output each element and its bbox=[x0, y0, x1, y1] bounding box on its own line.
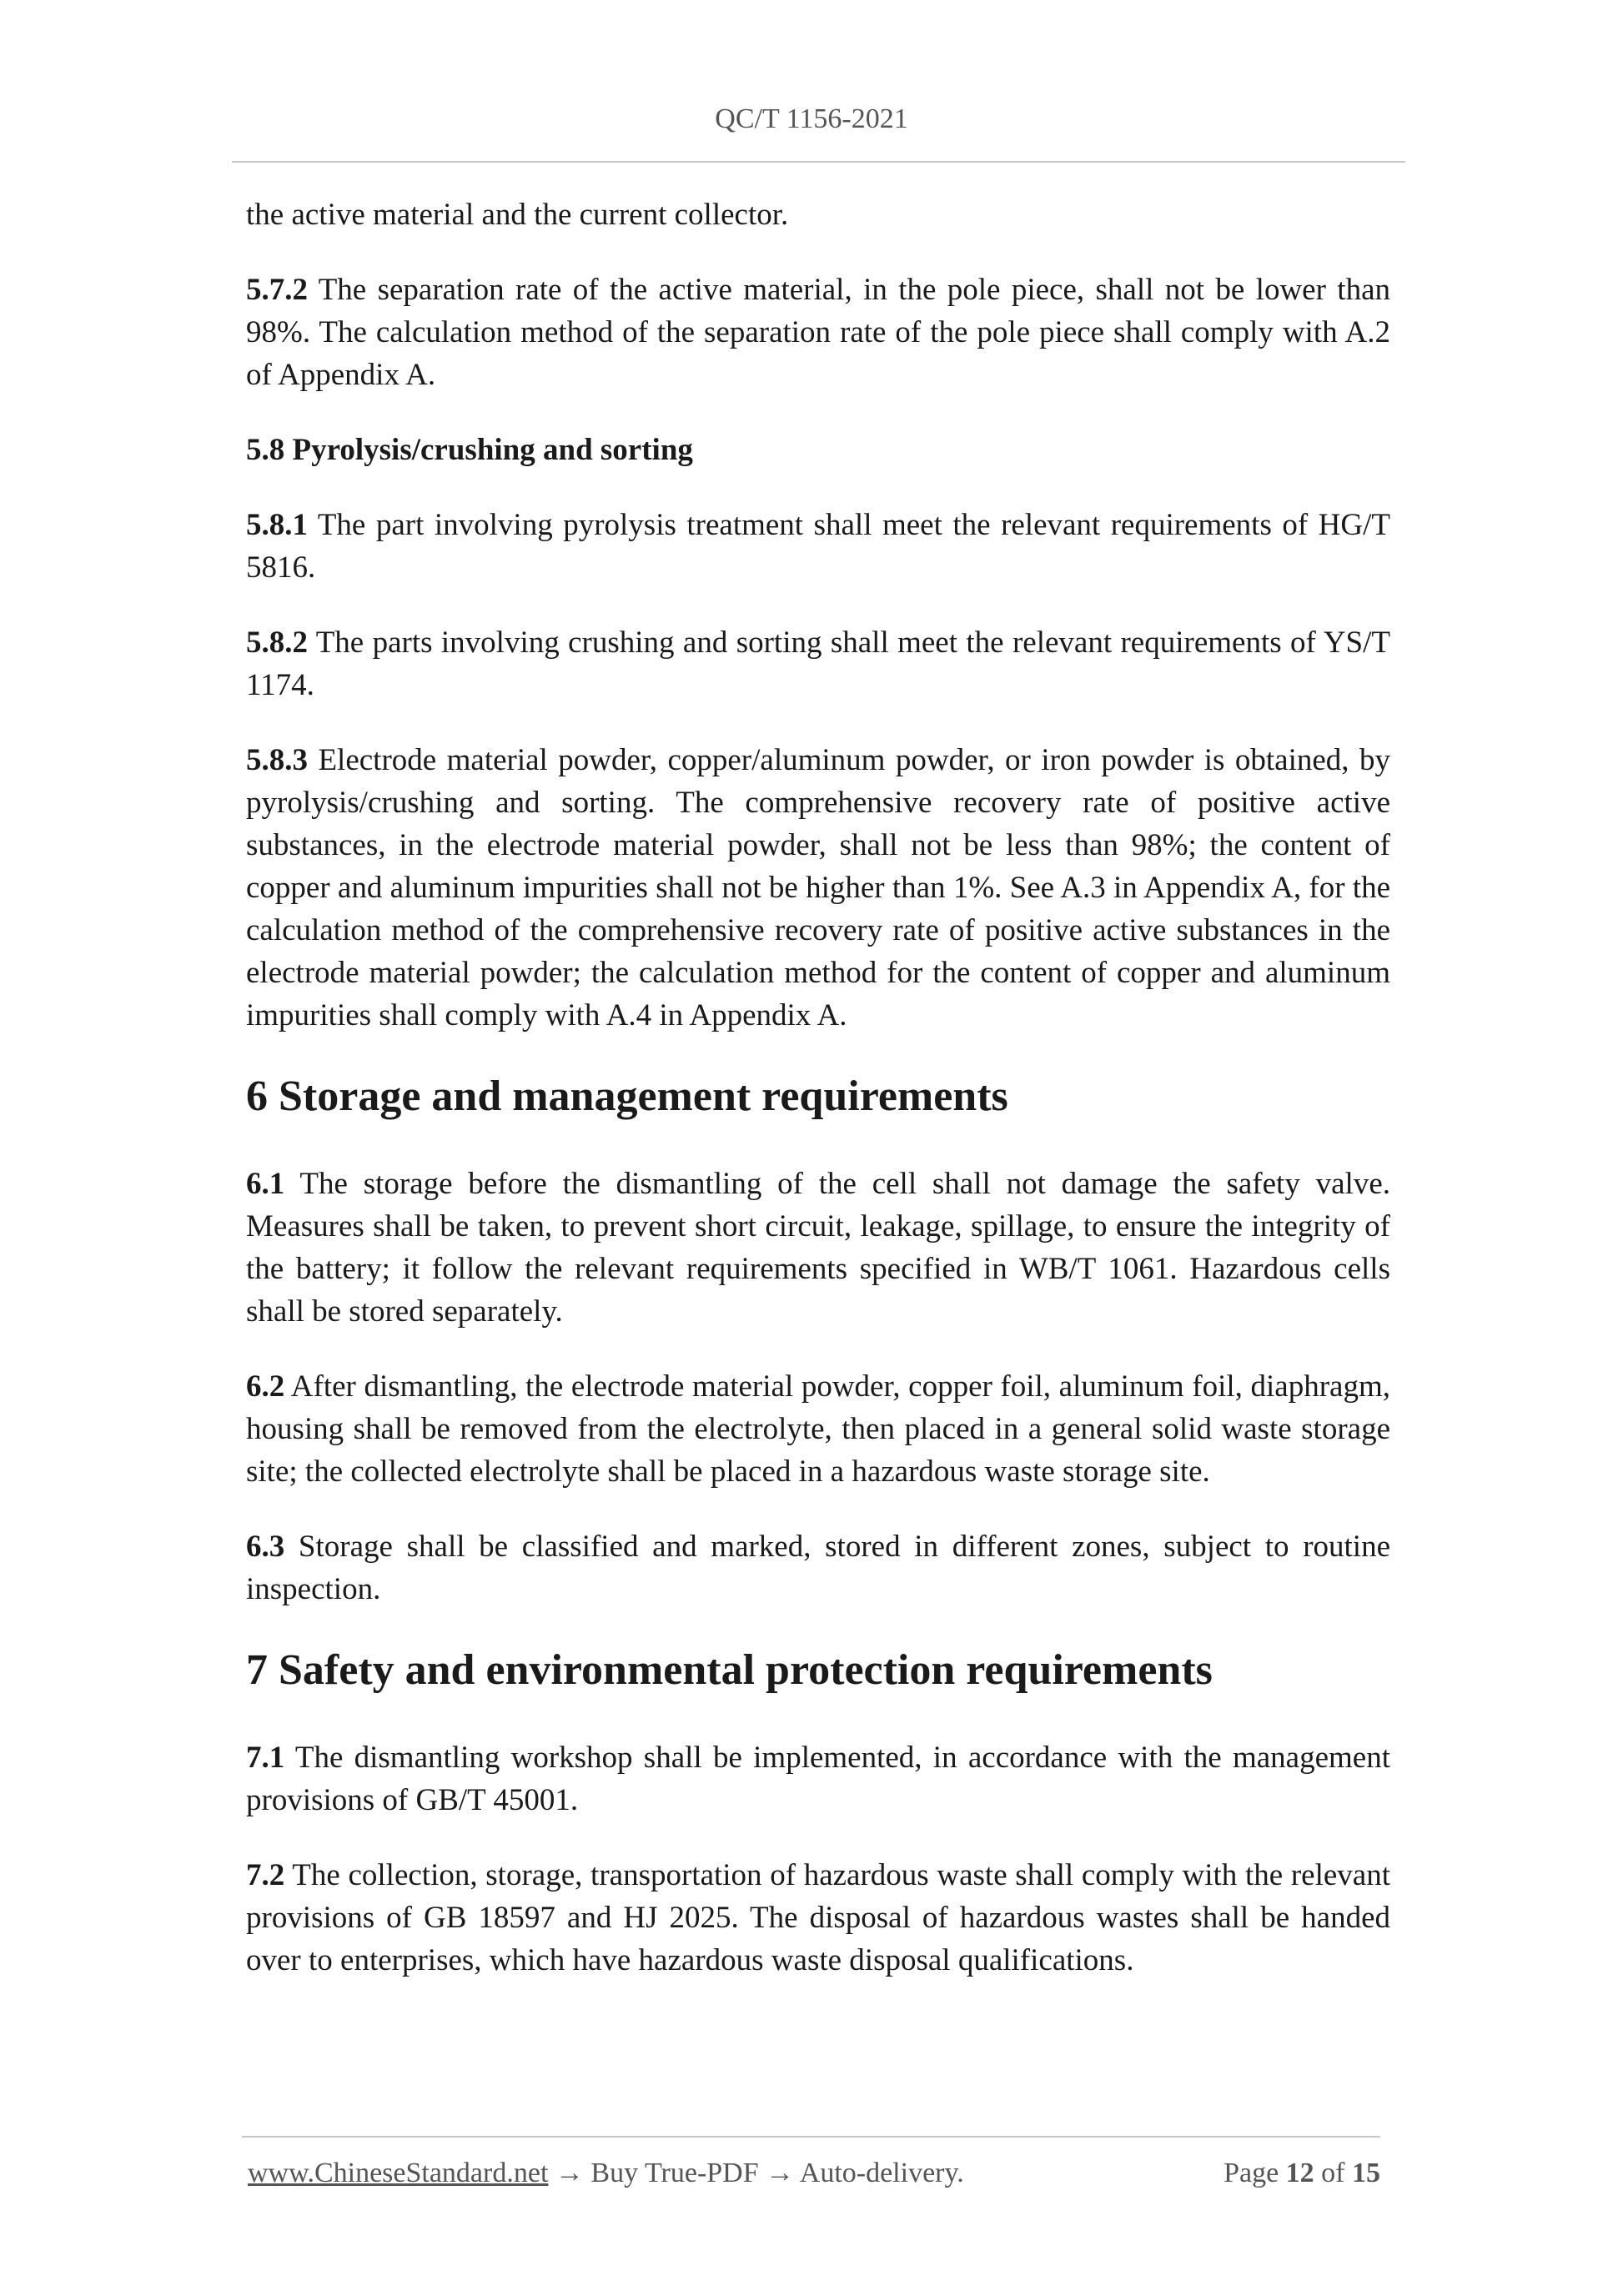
paragraph-continuation bbox=[246, 193, 1390, 236]
page-number bbox=[1224, 2158, 1380, 2189]
clause-6-1 bbox=[246, 1163, 1390, 1333]
clause-number: 6.3 bbox=[246, 1530, 285, 1564]
clause-number: 5.8.3 bbox=[246, 743, 308, 777]
clause-number: 5.8.2 bbox=[246, 625, 308, 660]
document-body bbox=[246, 193, 1390, 2014]
footer-promo-text: → Buy True-PDF → Auto-delivery. bbox=[548, 2158, 964, 2188]
footer-divider bbox=[242, 2136, 1380, 2138]
footer-promo bbox=[248, 2158, 964, 2189]
clause-number: 5.7.2 bbox=[246, 273, 308, 307]
clause-5-8-3 bbox=[246, 739, 1390, 1037]
clause-5-8-2 bbox=[246, 621, 1390, 706]
page-total: 15 bbox=[1352, 2158, 1380, 2188]
clause-text: Storage shall be classified and marked, stored in different zones, subject to routine inspection. bbox=[246, 1530, 1390, 1606]
section-heading-7: 7 Safety and environmental protection requirements bbox=[246, 1646, 1213, 1694]
clause-number: 7.1 bbox=[246, 1741, 285, 1775]
section-heading-6: 6 Storage and management requirements bbox=[246, 1073, 1008, 1120]
website-link[interactable]: www.ChineseStandard.net bbox=[248, 2158, 549, 2188]
clause-5-8-1 bbox=[246, 504, 1390, 589]
document-id: QC/T 1156-2021 bbox=[715, 103, 908, 134]
clause-text: The part involving pyrolysis treatment shall meet the relevant requirements of HG/T 5816. bbox=[246, 508, 1390, 585]
clause-text: After dismantling, the electrode material powder, copper foil, aluminum foil, diaphragm, housing shall be removed from the electrolyte, then placed in a general solid waste storage site; the collected electrolyte shall be placed in a hazardous waste storage site. bbox=[246, 1369, 1390, 1489]
clause-number: 6.1 bbox=[246, 1167, 285, 1201]
clause-number: 7.2 bbox=[246, 1858, 285, 1892]
clause-text: The collection, storage, transportation of hazardous waste shall comply with the relevant provisions of GB 18597 and HJ 2025. The disposal of hazardous wastes shall be handed over to enterprises, which have hazardous waste disposal qualifications. bbox=[246, 1858, 1390, 1977]
clause-text: The dismantling workshop shall be implemented, in accordance with the management provisions of GB/T 45001. bbox=[246, 1741, 1390, 1817]
paragraph-text: the active material and the current collector. bbox=[246, 198, 789, 232]
clause-number: 6.2 bbox=[246, 1369, 285, 1404]
clause-text: The storage before the dismantling of the cell shall not damage the safety valve. Measures shall be taken, to prevent short circuit, leakage, spillage, to ensure the integrity of the battery; it follow the relevant requirements specified in WB/T 1061. Hazardous cells shall be stored separately. bbox=[246, 1167, 1390, 1329]
clause-6-3 bbox=[246, 1525, 1390, 1610]
clause-7-2 bbox=[246, 1854, 1390, 1982]
clause-text: The parts involving crushing and sorting shall meet the relevant requirements of YS/T 1174. bbox=[246, 625, 1390, 702]
of-label: of bbox=[1321, 2158, 1345, 2188]
clause-5-7-2 bbox=[246, 269, 1390, 396]
subsection-heading-5-8: 5.8 Pyrolysis/crushing and sorting bbox=[246, 433, 693, 467]
clause-number: 5.8.1 bbox=[246, 508, 308, 542]
header-divider bbox=[232, 161, 1405, 163]
clause-text: Electrode material powder, copper/aluminum powder, or iron powder is obtained, by pyrolysis/crushing and sorting. The comprehensive recovery rate of positive active substances, in the electrode material powder, shall not be less than 98%; the content of copper and aluminum impurities shall not be higher than 1%. See A.3 in Appendix A, for the calculation method of the comprehensive recovery rate of positive active substances in the electrode material powder; the calculation method for the content of copper and aluminum impurities shall comply with A.4 in Appendix A. bbox=[246, 743, 1390, 1032]
clause-text: The separation rate of the active material, in the pole piece, shall not be lower than 98%. The calculation method of the separation rate of the pole piece shall comply with A.2 of Appendix A. bbox=[246, 273, 1390, 392]
clause-7-1 bbox=[246, 1736, 1390, 1821]
clause-6-2 bbox=[246, 1365, 1390, 1493]
page-current: 12 bbox=[1285, 2158, 1314, 2188]
page-header bbox=[0, 103, 1623, 135]
page-label: Page bbox=[1224, 2158, 1279, 2188]
